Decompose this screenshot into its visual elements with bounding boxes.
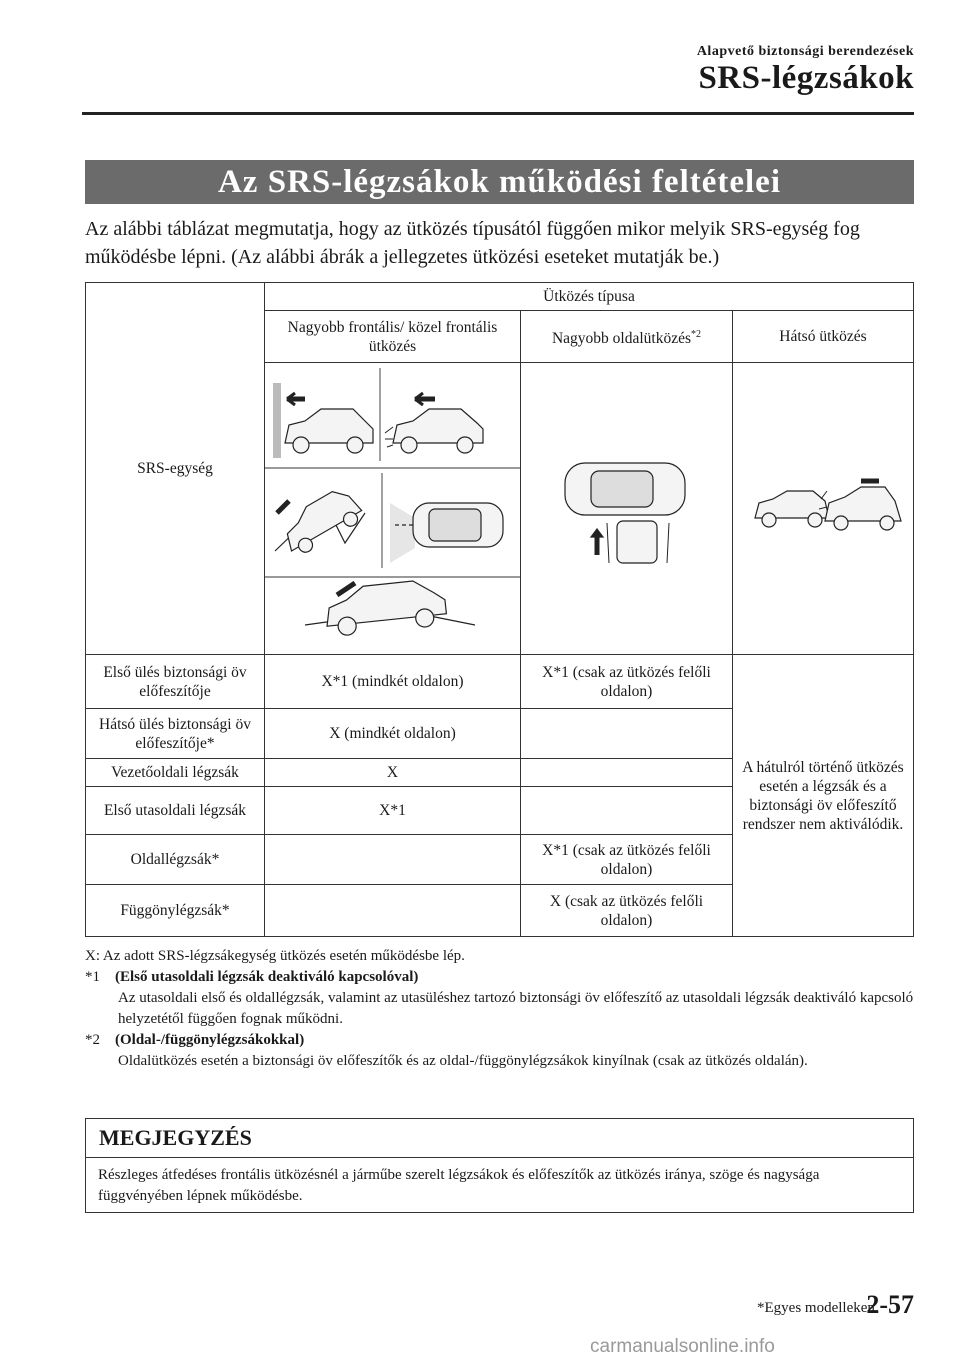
footnote-1: *1 (Első utasoldali légzsák deaktiváló kapcsolóval) — [85, 969, 419, 985]
page-title: SRS-légzsákok — [698, 60, 914, 96]
rear-impact-note: A hátulról történő ütközés esetén a légzsák és a biztonsági öv előfeszítő rendszer nem aktiválódik. — [733, 655, 914, 937]
side-illustration-cell — [521, 363, 733, 655]
row-frontal: X*1 — [265, 787, 521, 835]
rear-illustration-cell — [733, 363, 914, 655]
footnotes — [85, 946, 915, 1072]
note-text: Részleges átfedéses frontális ütközésnél a járműbe szerelt légzsákok és előfeszítők az ütközés iránya, szöge és nagysága függvényében lépnek működésbe. — [98, 1167, 820, 1204]
row-side — [521, 787, 733, 835]
row-frontal — [265, 885, 521, 937]
srs-unit-header: SRS-egység — [86, 283, 265, 655]
row-unit: Hátsó ülés biztonsági öv előfeszítője* — [86, 709, 265, 759]
impact-type-header: Ütközés típusa — [265, 283, 914, 311]
page-number: 2-57 — [866, 1290, 914, 1319]
row-side: X (csak az ütközés felőli oldalon) — [521, 885, 733, 937]
frontal-illustrations — [265, 363, 521, 655]
watermark: carmanualsonline.info — [590, 1336, 775, 1357]
section-label: Alapvető biztonsági berendezések — [696, 44, 914, 59]
section-banner: Az SRS-légzsákok működési feltételei — [85, 160, 914, 204]
row-unit: Első utasoldali légzsák — [86, 787, 265, 835]
model-footnote: *Egyes modelleken. — [757, 1300, 879, 1316]
row-frontal — [265, 835, 521, 885]
row-side — [521, 759, 733, 787]
row-side — [521, 709, 733, 759]
row-frontal: X (mindkét oldalon) — [265, 709, 521, 759]
row-unit: Első ülés biztonsági öv előfeszítője — [86, 655, 265, 709]
rear-crash-illustration — [733, 363, 913, 649]
col-side-header: Nagyobb oldalütközés$^{*2}$ — [521, 311, 733, 363]
note-title: MEGJEGYZÉS — [86, 1119, 913, 1158]
footnote-x: X: Az adott SRS-légzsákegység ütközés esetén működésbe lép. — [85, 948, 465, 964]
col-frontal-header: Nagyobb frontális/ közel frontális ütközés — [265, 311, 521, 363]
col-rear-header: Hátsó ütközés — [733, 311, 914, 363]
note-box — [85, 1118, 914, 1213]
srs-table — [85, 282, 914, 937]
side-crash-illustration — [521, 363, 732, 649]
row-unit: Oldallégzsák* — [86, 835, 265, 885]
header-rule — [82, 112, 914, 115]
row-frontal: X*1 (mindkét oldalon) — [265, 655, 521, 709]
footnote-2-text: Oldalütközés esetén a biztonsági öv előfeszítők és az oldal-/függönylégzsákok kinyílnak (csak az ütközés oldalán). — [118, 1053, 808, 1069]
row-side: X*1 (csak az ütközés felőli oldalon) — [521, 655, 733, 709]
row-unit: Függönylégzsák* — [86, 885, 265, 937]
row-frontal: X — [265, 759, 521, 787]
row-side: X*1 (csak az ütközés felőli oldalon) — [521, 835, 733, 885]
footnote-2: *2 (Oldal-/függönylégzsákokkal) — [85, 1032, 305, 1048]
footnote-1-text: Az utasoldali első és oldallégzsák, valamint az utasüléshez tartozó biztonsági öv előfeszítő az utasoldali légzsák deaktiváló kapcsoló helyzetétől függően fognak működni. — [118, 990, 914, 1027]
frontal-crash-illustration — [265, 363, 520, 649]
intro-paragraph: Az alábbi táblázat megmutatja, hogy az ütközés típusától függően mikor melyik SRS-egység fog működésbe lépni. (Az alábbi ábrák a jellegzetes ütközési eseteket mutatják be.) — [85, 218, 860, 268]
row-unit: Vezetőoldali légzsák — [86, 759, 265, 787]
